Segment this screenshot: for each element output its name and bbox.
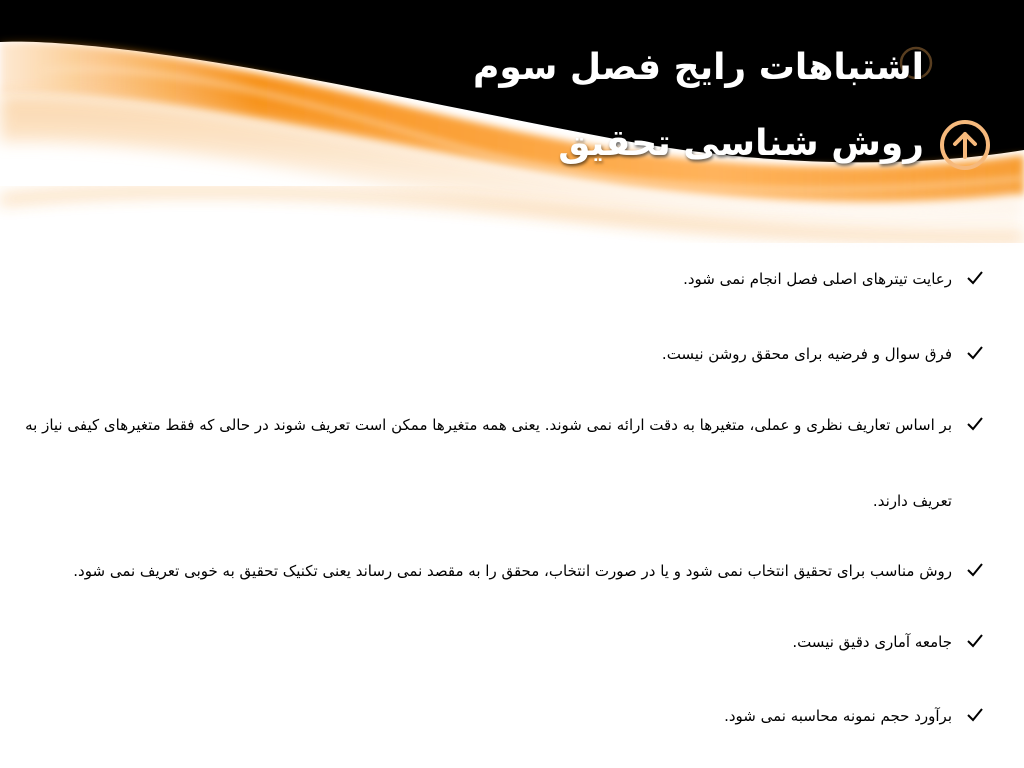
check-icon [966, 561, 984, 579]
list-item-text: فرق سوال و فرضیه برای محقق روشن نیست. [661, 345, 952, 363]
list-item-text: روش مناسب برای تحقیق انتخاب نمی شود و یا در صورت انتخاب، محقق را به مقصد نمی رساند یعنی تکنیک تحقیق به خوبی تعریف نمی شود. [73, 562, 952, 580]
check-icon [966, 344, 984, 362]
title-line-1: اشتباهات رایج فصل سوم [473, 47, 924, 88]
check-icon [966, 415, 984, 433]
list-item [724, 705, 984, 727]
list-item-text: رعایت تیترهای اصلی فصل انجام نمی شود. [683, 270, 952, 288]
list-item [10, 414, 984, 539]
check-icon [966, 269, 984, 287]
list-item [662, 343, 984, 365]
list-item-text: بر اساس تعاریف نظری و عملی، متغیرها به دقت ارائه نمی شوند. یعنی همه متغیرها ممکن است تعریف شوند در حالی که فقط متغیرهای کیفی نیاز به تعریف دارند. [25, 416, 952, 510]
check-icon [966, 632, 984, 650]
list-item [73, 560, 984, 582]
list-item [792, 631, 984, 653]
list-item-text: جامعه آماری دقیق نیست. [792, 633, 952, 651]
check-icon [966, 706, 984, 724]
list-item [683, 268, 984, 290]
title-line-2: روش شناسی تحقیق [558, 123, 924, 164]
list-item-text: برآورد حجم نمونه محاسبه نمی شود. [724, 707, 952, 725]
